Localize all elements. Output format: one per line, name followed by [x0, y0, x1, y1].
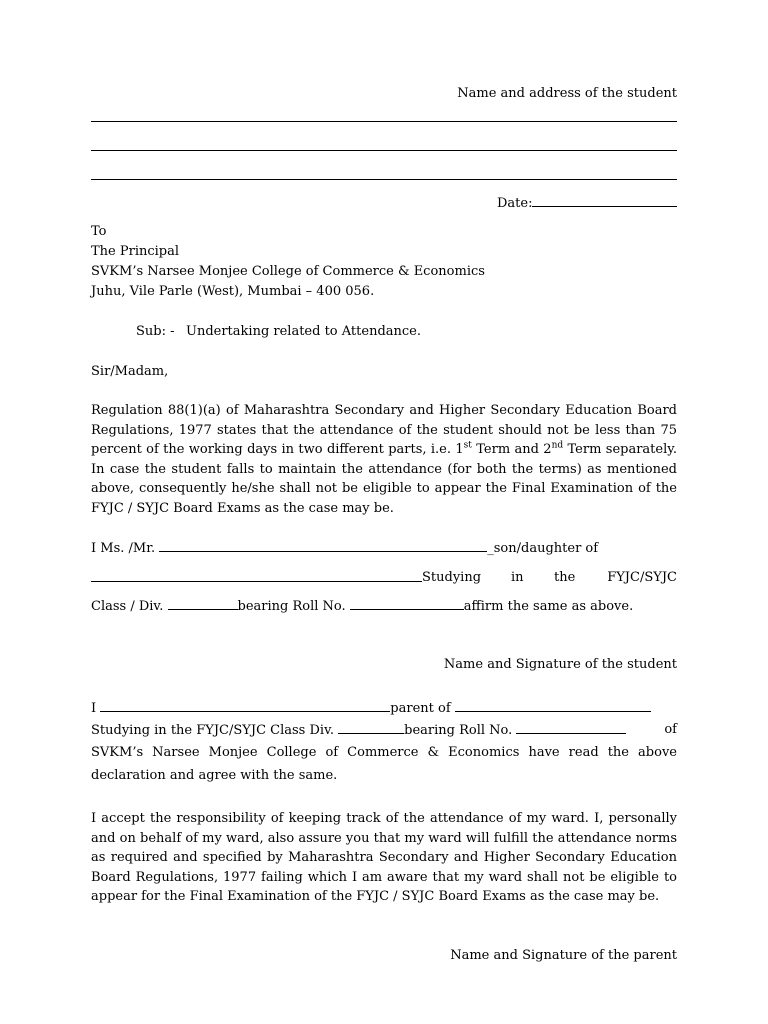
regulation-text-1: Regulation 88(1)(a) of Maharashtra Secondary and Higher Secondary Education Board Regulations, 1977 states that the attendance of the student should not be less than 75 percent of the working days in two different parts, i.e. 1	[91, 403, 677, 457]
guardian-name-field[interactable]	[91, 570, 422, 582]
address-line-1[interactable]	[91, 121, 677, 122]
class-div-label: Class / Div.	[91, 599, 164, 614]
subject-text: Undertaking related to Attendance.	[186, 324, 421, 339]
affirm-label: affirm the same as above.	[463, 599, 634, 614]
date-label: Date:	[497, 196, 533, 211]
student-prefix: I Ms. /Mr.	[91, 541, 156, 556]
parent-bearing-roll-label: bearing Roll No.	[404, 723, 513, 738]
parent-class-div-field[interactable]	[338, 722, 404, 734]
superscript-st: st	[463, 440, 472, 451]
class-name-label: FYJC/SYJC	[607, 570, 677, 585]
parent-studying-label: Studying in the FYJC/SYJC Class Div.	[91, 723, 335, 738]
parent-roll-no-field[interactable]	[516, 722, 626, 734]
studying-label: Studying	[422, 570, 482, 585]
class-roll-row	[91, 598, 633, 615]
student-address-label: Name and address of the student	[457, 86, 677, 101]
superscript-nd: nd	[551, 440, 564, 451]
addressee-line-3: Juhu, Vile Parle (West), Mumbai – 400 056.	[91, 284, 375, 299]
parent-declaration-line: declaration and agree with the same.	[91, 768, 338, 783]
student-name-field[interactable]	[159, 540, 487, 552]
salutation: Sir/Madam,	[91, 364, 169, 379]
parent-class-row	[91, 722, 677, 739]
regulation-text-2: Term and 2	[471, 442, 552, 457]
ward-name-field[interactable]	[455, 700, 651, 712]
to-label: To	[91, 224, 107, 239]
parent-of-label: parent of	[390, 701, 451, 716]
parent-i-label: I	[91, 701, 97, 716]
address-line-2[interactable]	[91, 150, 677, 151]
addressee-line-1: The Principal	[91, 244, 180, 259]
of-label: of	[664, 722, 677, 737]
student-signature-label: Name and Signature of the student	[443, 657, 677, 672]
the-label: the	[554, 570, 576, 585]
parent-signature-label: Name and Signature of the parent	[450, 948, 677, 963]
parent-name-row	[91, 700, 677, 717]
son-daughter-label: _son/daughter of	[487, 541, 599, 556]
responsibility-paragraph: I accept the responsibility of keeping track of the attendance of my ward. I, personally and on behalf of my ward, also assure you that my ward will fulfill the attendance norms as required and specified by Maharashtra Secondary and Higher Secondary Education Board Regulations, 1977 failing which I am aware that my ward shall not be eligible to appear for the Final Examination of the FYJC / SYJC Board Exams as the case may be.	[91, 811, 677, 904]
student-name-row	[91, 540, 598, 557]
in-label: in	[511, 570, 524, 585]
roll-no-field[interactable]	[350, 598, 464, 610]
bearing-roll-label: bearing Roll No.	[237, 599, 346, 614]
guardian-row	[91, 570, 677, 587]
date-field[interactable]	[532, 195, 677, 207]
address-line-3[interactable]	[91, 179, 677, 180]
parent-college-line: SVKM’s Narsee Monjee College of Commerce & Economics have read the above	[91, 745, 677, 760]
subject-label: Sub: -	[136, 324, 175, 339]
regulation-paragraph	[91, 401, 677, 518]
parent-name-field[interactable]	[100, 700, 390, 712]
class-div-field[interactable]	[168, 598, 238, 610]
date-row	[497, 195, 677, 212]
regulation-text-3: Term separately. In case the student falls to maintain the attendance (for both the terms) as mentioned above, consequently he/she shall not be eligible to appear the Final Examination of the FYJC / SYJC Board Exams as the case may be.	[91, 442, 677, 516]
addressee-line-2: SVKM’s Narsee Monjee College of Commerce & Economics	[91, 264, 485, 279]
